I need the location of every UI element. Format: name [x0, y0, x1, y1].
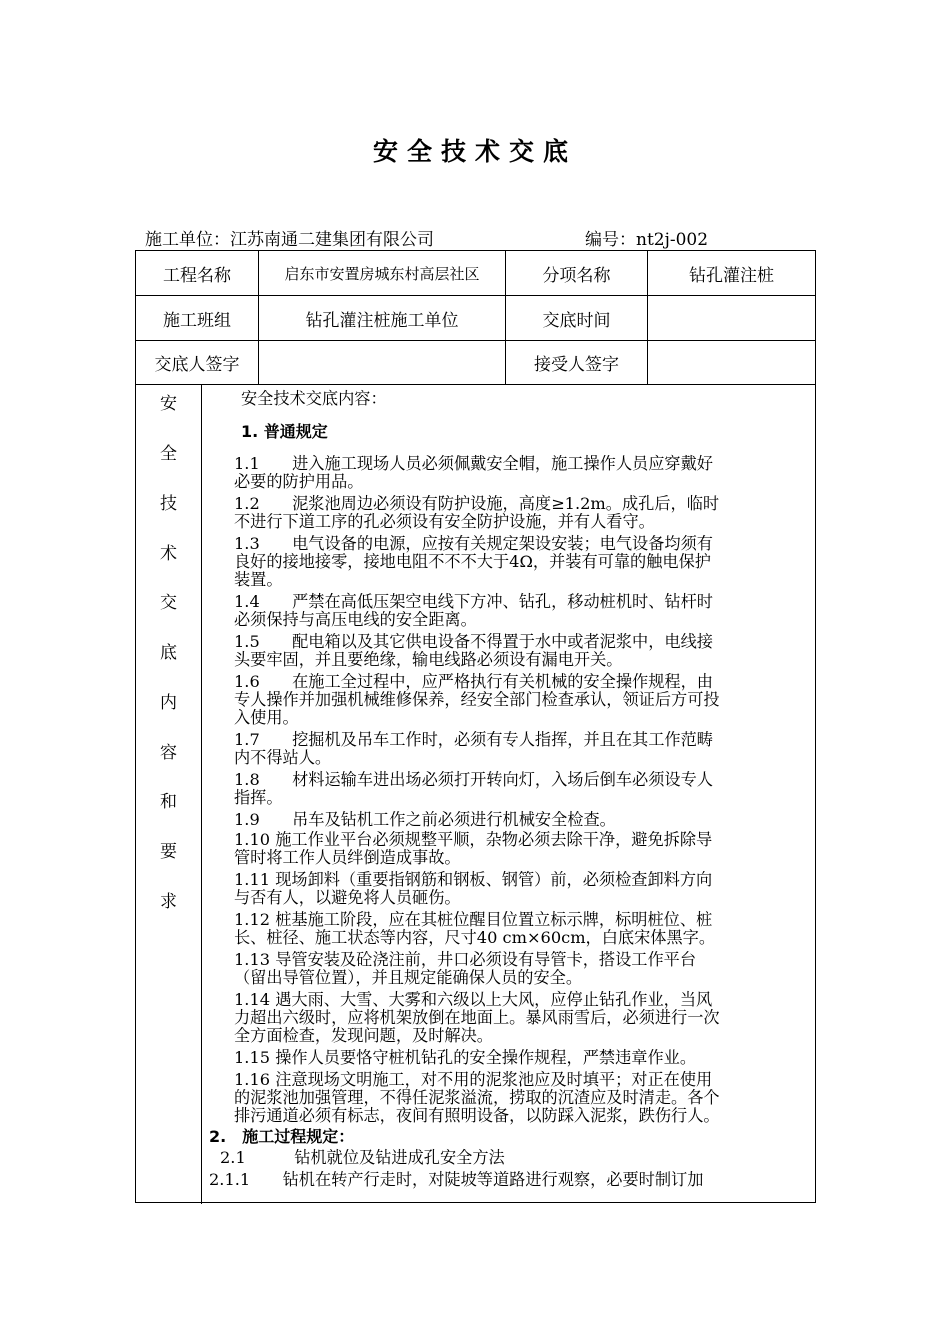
content-line: 1.2 泥浆池周边必须设有防护设施，高度≥1.2m。成孔后，临时 — [234, 494, 720, 513]
content-line: 内不得站人。 — [234, 748, 332, 767]
content-line: 管时将工作人员绊倒造成事故。 — [234, 848, 461, 867]
content-line: 装置。 — [234, 570, 283, 589]
content-line: 1.4 严禁在高低压架空电线下方冲、钻孔，移动桩机时、钻杆时 — [234, 592, 713, 611]
document-number: 编号：nt2j-002 — [585, 230, 709, 250]
content-line: 良好的接地接零，接地电阻不不不大于4Ω，并装有可靠的触电保护 — [234, 552, 711, 571]
content-line: 1.9 吊车及钻机工作之前必须进行机械安全检查。 — [234, 810, 616, 829]
content-line: 入使用。 — [234, 708, 299, 727]
content-line: 1.11 现场卸料（重要指钢筋和钢板、钢管）前，必须检查卸料方向 — [234, 870, 713, 889]
receiver-signature-value — [648, 341, 815, 384]
content-line: 全方面检查，发现问题，及时解决。 — [234, 1026, 493, 1045]
construction-unit: 施工单位：江苏南通二建集团有限公司 — [145, 230, 434, 250]
vertical-char: 术 — [160, 544, 177, 564]
content-line: 1.1 进入施工现场人员必须佩戴安全帽，施工操作人员应穿戴好 — [234, 454, 713, 473]
content-line: 排污通道必须有标志，夜间有照明设备，以防踩入泥浆，跌伤行人。 — [234, 1106, 720, 1125]
section-heading: 1. 普通规定 — [241, 422, 328, 441]
content-line: 的泥浆池加强管理，不得任泥浆溢流，捞取的沉渣应及时清走。各个 — [234, 1088, 720, 1107]
vertical-char: 要 — [160, 842, 177, 862]
vertical-char: 交 — [160, 593, 177, 613]
content-line: （留出导管位置），并且规定能确保人员的安全。 — [234, 968, 583, 987]
content-line: 2.1 钻机就位及钻进成孔安全方法 — [220, 1148, 505, 1167]
content-line: 1.6 在施工全过程中，应严格执行有关机械的安全操作规程，由 — [234, 672, 713, 691]
content-line: 头要牢固，并且要绝缘，输电线路必须设有漏电开关。 — [234, 650, 623, 669]
subitem-name-value: 钻孔灌注桩 — [689, 265, 774, 286]
project-name-label: 工程名称 — [163, 265, 231, 286]
content-intro: 安全技术交底内容： — [241, 389, 387, 408]
content-line: 专人操作并加强机械维修保养，经安全部门检查承认，领证后方可投 — [234, 690, 720, 709]
disclosure-time-value — [648, 296, 815, 340]
section-heading: 2. 施工过程规定： — [209, 1127, 355, 1146]
vertical-char: 全 — [160, 444, 177, 464]
col-divider — [201, 384, 202, 1204]
content-line: 1.12 桩基施工阶段，应在其桩位醒目位置立标示牌，标明桩位、桩 — [234, 910, 713, 929]
content-line: 1.14 遇大雨、大雪、大雾和六级以上大风，应停止钻孔作业，当风 — [234, 990, 713, 1009]
vertical-char: 内 — [160, 693, 177, 713]
row-divider — [136, 384, 815, 385]
vertical-char: 容 — [160, 743, 177, 763]
content-line: 1.10 施工作业平台必须规整平顺，杂物必须去除干净，避免拆除导 — [234, 830, 713, 849]
content-line: 力超出六级时，应将机架放倒在地面上。暴风雨雪后，必须进行一次 — [234, 1008, 720, 1027]
vertical-char: 底 — [160, 643, 177, 663]
content-line: 1.13 导管安装及砼浇注前，井口必须设有导管卡，搭设工作平台 — [234, 950, 697, 969]
content-line: 2.1.1 钻机在转产行走时，对陡坡等道路进行观察，必要时制订加 — [209, 1170, 704, 1189]
disclosure-table — [135, 250, 816, 1203]
content-line: 1.5 配电箱以及其它供电设备不得置于水中或者泥浆中，电线接 — [234, 632, 713, 651]
content-line: 1.3 电气设备的电源，应按有关规定架设安装；电气设备均须有 — [234, 534, 713, 553]
content-line: 必要的防护用品。 — [234, 472, 364, 491]
team-value: 钻孔灌注桩施工单位 — [305, 310, 459, 331]
content-line: 1.16 注意现场文明施工，对不用的泥浆池应及时填平；对正在使用 — [234, 1070, 713, 1089]
vertical-char: 求 — [160, 892, 177, 912]
subitem-name-label: 分项名称 — [542, 265, 611, 286]
discloser-signature-value — [259, 341, 505, 384]
discloser-signature-label: 交底人签字 — [154, 355, 240, 375]
content-line: 与否有人，以避免将人员砸伤。 — [234, 888, 461, 907]
vertical-char: 安 — [160, 394, 177, 414]
receiver-signature-label: 接受人签字 — [534, 355, 619, 375]
vertical-char: 技 — [160, 494, 177, 514]
content-line: 1.7 挖掘机及吊车工作时，必须有专人指挥，并且在其工作范畴 — [234, 730, 713, 749]
document-title: 安全技术交底 — [372, 137, 577, 166]
project-name-value: 启东市安置房城东村高层社区 — [284, 264, 480, 283]
content-line: 1.8 材料运输车进出场必须打开转向灯，入场后倒车必须设专人 — [234, 770, 713, 789]
content-line: 长、桩径、施工状态等内容，尺寸40 cm×60cm，白底宋体黑字。 — [234, 928, 716, 947]
team-label: 施工班组 — [163, 310, 231, 331]
content-line: 不进行下道工序的孔必须设有安全防护设施，并有人看守。 — [234, 512, 655, 531]
content-line: 必须保持与高压电线的安全距离。 — [234, 610, 477, 629]
content-line: 1.15 操作人员要恪守桩机钻孔的安全操作规程，严禁违章作业。 — [234, 1048, 697, 1067]
disclosure-time-label: 交底时间 — [542, 310, 611, 331]
content-line: 指挥。 — [234, 788, 283, 807]
vertical-char: 和 — [160, 792, 177, 812]
